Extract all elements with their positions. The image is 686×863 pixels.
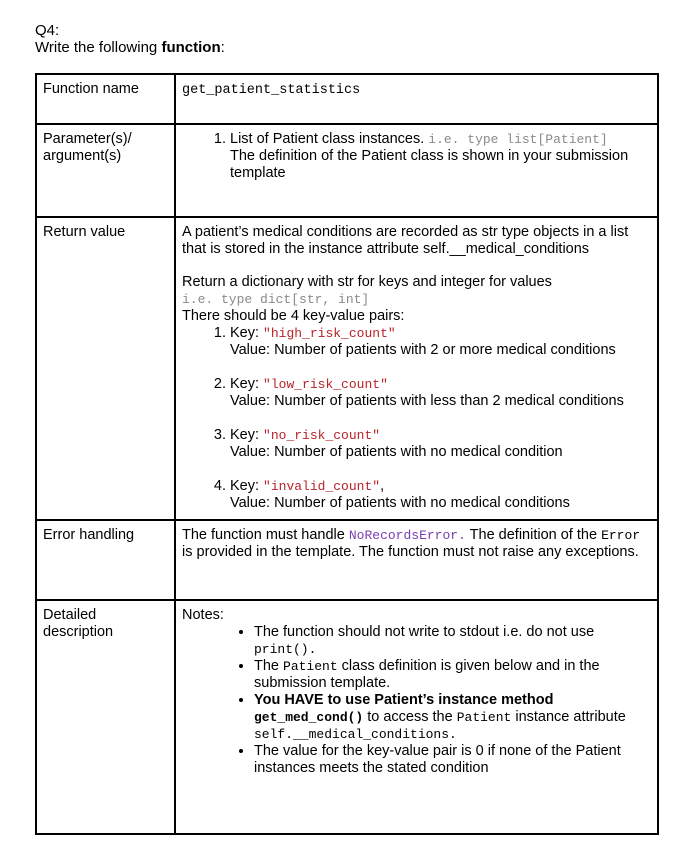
row-return-value — [36, 217, 658, 520]
specification-table — [35, 73, 659, 835]
notes-label: Notes: — [182, 607, 224, 623]
key-code: "invalid_count" — [263, 479, 381, 494]
key-code: "no_risk_count" — [263, 428, 381, 443]
error-code: Error — [601, 528, 641, 543]
key-label: Key: — [230, 427, 264, 443]
parameter-list — [182, 131, 651, 182]
return-type-code: i.e. type dict[str, int] — [182, 292, 370, 307]
note3-text2: instance attribute — [511, 709, 626, 725]
row-parameters — [36, 124, 658, 217]
note3-method-code: get_med_cond() — [254, 710, 364, 725]
error-text3: is provided in the template. The function must not raise any exceptions. — [182, 544, 639, 560]
row-function-name — [36, 74, 658, 124]
note4-text: The value for the key-value pair is 0 if none of the Patient instances meets the stated condition — [254, 743, 621, 776]
value-function-name — [175, 74, 658, 124]
error-text2: The definition of the — [465, 527, 602, 543]
row-error-handling — [36, 520, 658, 600]
intro-end: : — [220, 39, 225, 56]
note-item — [254, 743, 651, 777]
note2-code: Patient — [283, 659, 338, 674]
key-item — [230, 325, 651, 359]
key-label: Key: — [230, 478, 264, 494]
value-return-value — [175, 217, 658, 520]
intro-bold: function — [161, 39, 221, 56]
note3-text1: to access the — [363, 709, 457, 725]
question-heading — [35, 22, 225, 56]
value-parameters — [175, 124, 658, 217]
question-intro — [35, 39, 225, 56]
return-para1: A patient’s medical conditions are recorded as str type objects in a list that is stored in the instance attribute self.__medical_conditions — [182, 224, 629, 257]
key-value-desc: Value: Number of patients with 2 or more medical conditions — [230, 342, 616, 358]
function-name-code: get_patient_statistics — [182, 83, 361, 98]
key-value-desc: Value: Number of patients with no medical condition — [230, 444, 563, 460]
parameter-description: The definition of the Patient class is shown in your submission template — [230, 148, 629, 181]
note1-text: The function should not write to stdout i.e. do not use — [254, 624, 595, 640]
note3-class-code: Patient — [456, 710, 512, 725]
parameter-type-code: i.e. type list[Patient] — [428, 132, 608, 147]
value-error-handling — [175, 520, 658, 600]
label-detailed-description: Detailed description — [36, 600, 175, 834]
note3-bold: You HAVE to use Patient’s instance method — [254, 692, 554, 708]
label-function-name: Function name — [36, 74, 175, 124]
key-label: Key: — [230, 376, 264, 392]
value-detailed-description — [175, 600, 658, 834]
label-error-handling: Error handling — [36, 520, 175, 600]
key-item — [230, 478, 651, 512]
pairs-intro: There should be 4 key-value pairs: — [182, 308, 405, 324]
parameter-text: List of Patient class instances. — [230, 131, 429, 147]
note-item — [254, 624, 651, 658]
key-code: "high_risk_count" — [263, 326, 396, 341]
note1-code: print(). — [254, 642, 317, 657]
key-suffix: , — [380, 478, 385, 494]
notes-list — [182, 624, 651, 777]
label-parameters: Parameter(s)/ argument(s) — [36, 124, 175, 217]
error-class-code: NoRecordsError. — [348, 528, 466, 543]
key-label: Key: — [230, 325, 264, 341]
note-item — [254, 692, 651, 743]
label-return-value: Return value — [36, 217, 175, 520]
row-detailed-description — [36, 600, 658, 834]
note2-text2: class definition is given below and in the submission template. — [254, 658, 600, 691]
intro-text: Write the following — [35, 39, 162, 56]
question-number: Q4: — [35, 22, 60, 39]
key-item — [230, 427, 651, 461]
key-value-desc: Value: Number of patients with less than 2 medical conditions — [230, 393, 624, 409]
note3-attr-code: self.__medical_conditions. — [254, 727, 457, 742]
key-value-desc: Value: Number of patients with no medical conditions — [230, 495, 570, 511]
key-item — [230, 376, 651, 410]
return-para2: Return a dictionary with str for keys and integer for values — [182, 274, 552, 290]
key-list — [182, 325, 651, 512]
note2-text1: The — [254, 658, 284, 674]
parameter-item — [230, 131, 651, 182]
error-text1: The function must handle — [182, 527, 349, 543]
note-item — [254, 658, 651, 692]
key-code: "low_risk_count" — [263, 377, 388, 392]
